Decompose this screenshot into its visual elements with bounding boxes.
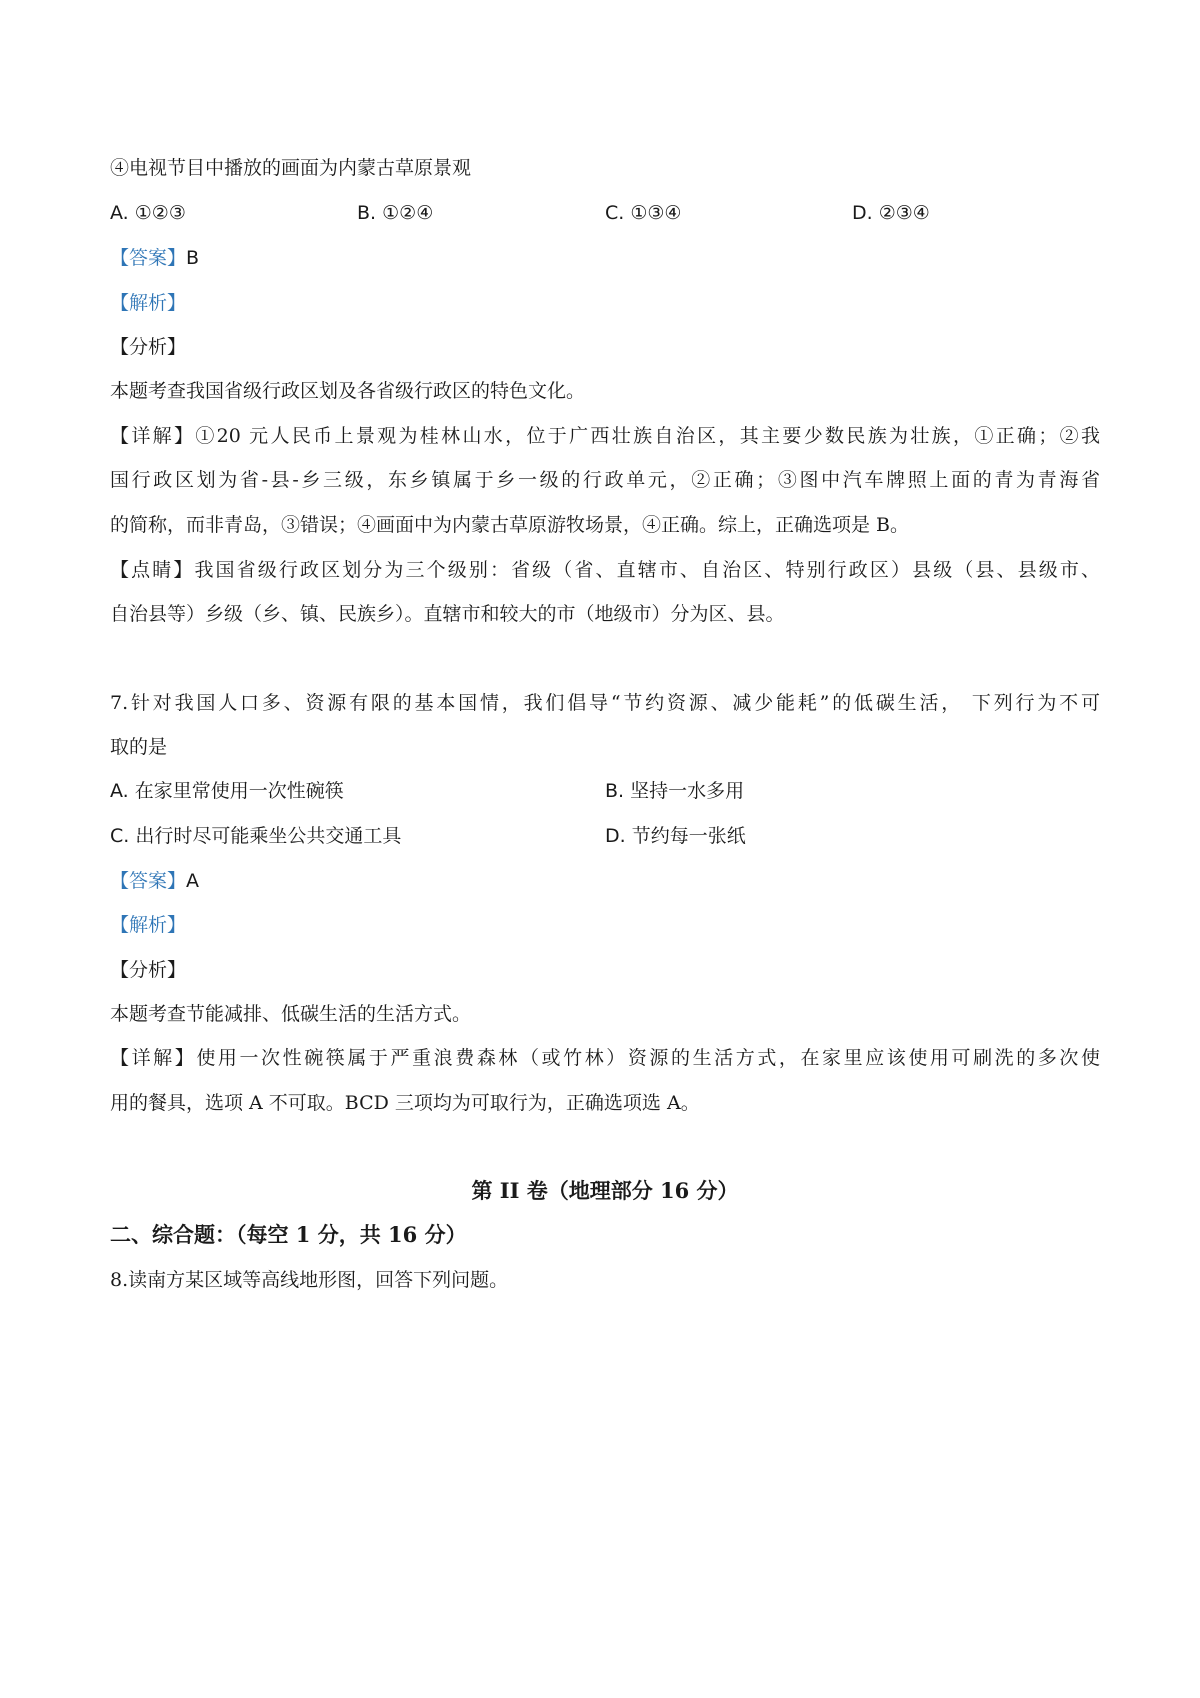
option-text: ②③④ [878,202,930,224]
q7-stem-line-2: 取的是 [110,736,168,758]
option-text: ①③④ [630,202,682,224]
xiangjie-tag: 【详解】 [110,425,196,447]
answer-value: A [186,870,200,892]
option-text: 节约每一张纸 [631,825,746,847]
option-text: ①②③ [134,202,186,224]
q7-option-d [605,821,746,851]
option-label: C. [605,202,625,224]
xiangjie-text: ①20 元人民币上景观为桂林山水，位于广西壮族自治区，其主要少数民族为壮族，①正确；②我 [195,425,1100,447]
q7-fenxi-tag: 【分析】 [110,959,187,981]
q6-fenxi-text: 本题考查我国省级行政区划及各省级行政区的特色文化。 [110,380,586,402]
xiangjie-tag: 【详解】 [110,1047,197,1069]
q7-jiexi-tag: 【解析】 [110,914,187,936]
section-heading: 二、综合题：（每空 1 分，共 16 分） [110,1222,467,1247]
q6-xiangjie-line-2: 国行政区划为省-县-乡三级，东乡镇属于乡一级的行政单元，②正确；③图中汽车牌照上面的青为青海省 [110,469,1100,491]
xiangjie-text: 使用一次性碗筷属于严重浪费森林（或竹林）资源的生活方式，在家里应该使用可刷洗的多次使 [196,1047,1100,1069]
option-label: C. [110,825,130,847]
option-text: 坚持一水多用 [630,780,745,802]
q6-option-c [605,198,681,228]
q7-xiangjie-line-1 [110,1043,1100,1073]
option-text: 在家里常使用一次性碗筷 [134,780,344,802]
option-text: 出行时尽可能乘坐公共交通工具 [135,825,402,847]
answer-value: B [186,247,200,269]
answer-tag: 【答案】 [110,247,187,269]
option-label: A. [110,780,129,802]
q8-stem: 8.读南方某区域等高线地形图，回答下列问题。 [110,1269,509,1291]
option-label: D. [852,202,873,224]
q7-fenxi-text: 本题考查节能减排、低碳生活的生活方式。 [110,1003,472,1025]
q6-statement-4: ④电视节目中播放的画面为内蒙古草原景观 [110,157,472,179]
option-label: D. [605,825,626,847]
option-text: ①②④ [382,202,434,224]
q6-option-a [110,198,186,228]
dianjing-tag: 【点睛】 [110,559,195,581]
q7-option-b [605,776,744,806]
q6-fenxi-tag: 【分析】 [110,336,187,358]
option-label: B. [357,202,377,224]
q6-jiexi-tag: 【解析】 [110,292,187,314]
q6-dianjing-line-2: 自治县等）乡级（乡、镇、民族乡）。直辖市和较大的市（地级市）分为区、县。 [110,603,785,625]
answer-tag: 【答案】 [110,870,187,892]
q7-xiangjie-line-2: 用的餐具，选项 A 不可取。BCD 三项均为可取行为，正确选项选 A。 [110,1092,700,1114]
q6-xiangjie-line-3: 的简称，而非青岛，③错误；④画面中为内蒙古草原游牧场景，④正确。综上，正确选项是 B。 [110,514,910,536]
q6-answer [110,243,199,273]
dianjing-text: 我国省级行政区划分为三个级别：省级（省、直辖市、自治区、特别行政区）县级（县、县级市、 [194,559,1100,581]
q6-option-d [852,198,930,228]
q6-xiangjie-line-1 [110,421,1100,451]
option-label: A. [110,202,129,224]
q7-option-c [110,821,401,851]
q7-answer [110,866,199,896]
q6-option-b [357,198,433,228]
q6-dianjing-line-1 [110,555,1100,585]
part-2-title: 第 II 卷（地理部分 16 分） [471,1178,739,1203]
option-label: B. [605,780,625,802]
q7-stem-line-1: 7.针对我国人口多、资源有限的基本国情，我们倡导“节约资源、减少能耗”的低碳生活， 下列行为不可 [110,692,1100,714]
q7-option-a [110,776,344,806]
